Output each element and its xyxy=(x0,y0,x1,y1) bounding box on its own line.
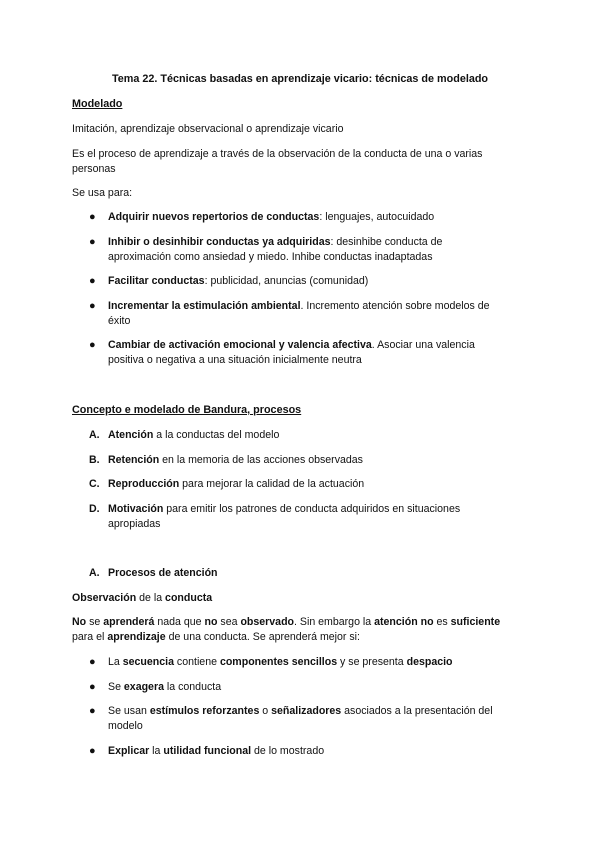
list-letter: A. xyxy=(89,429,100,441)
paragraph-attention-line1: No se aprenderá nada que no sea observado. Sin embargo la atención no es suficiente xyxy=(72,616,501,628)
list-item: Retención en la memoria de las acciones observadas xyxy=(108,454,363,466)
bullet-icon: ● xyxy=(89,705,96,717)
list-item: Motivación para emitir los patrones de conducta adquiridos en situaciones xyxy=(108,503,461,515)
section-heading-modelado: Modelado xyxy=(72,98,123,110)
bullet-icon: ● xyxy=(89,211,96,223)
list-item: Incrementar la estimulación ambiental. Incremento atención sobre modelos de xyxy=(108,300,490,312)
list-item-continuation: aproximación como ansiedad y miedo. Inhibe conductas inadaptadas xyxy=(108,251,433,263)
list-item: Se usan estímulos reforzantes o señalizadores asociados a la presentación del xyxy=(108,705,493,717)
bullet-icon: ● xyxy=(89,656,96,668)
bullet-icon: ● xyxy=(89,745,96,757)
list-item-continuation: modelo xyxy=(108,720,143,732)
paragraph-attention-line2: para el aprendizaje de una conducta. Se aprenderá mejor si: xyxy=(72,631,360,643)
document-title: Tema 22. Técnicas basadas en aprendizaje vicario: técnicas de modelado xyxy=(111,73,489,85)
list-item-continuation: éxito xyxy=(108,315,131,327)
list-item-continuation: positiva o negativa a una situación inicialmente neutra xyxy=(108,354,362,366)
list-letter: C. xyxy=(89,478,100,490)
list-item: Inhibir o desinhibir conductas ya adquiridas: desinhibe conducta de xyxy=(108,236,443,248)
bullet-icon: ● xyxy=(89,275,96,287)
list-item: Adquirir nuevos repertorios de conductas: lenguajes, autocuidado xyxy=(108,211,435,223)
list-item: Explicar la utilidad funcional de lo mostrado xyxy=(108,745,325,757)
list-letter: B. xyxy=(89,454,100,466)
list-item: La secuencia contiene componentes sencillos y se presenta despacio xyxy=(108,656,453,668)
section-heading-attention: Procesos de atención xyxy=(108,567,218,579)
subheading-observation: Observación de la conducta xyxy=(72,592,213,604)
paragraph-definition: Imitación, aprendizaje observacional o aprendizaje vicario xyxy=(72,123,344,135)
list-item-continuation: apropiadas xyxy=(108,518,161,530)
list-item: Atención a la conductas del modelo xyxy=(108,429,280,441)
list-item: Se exagera la conducta xyxy=(108,681,222,693)
bullet-icon: ● xyxy=(89,681,96,693)
paragraph-process-line1: Es el proceso de aprendizaje a través de la observación de la conducta de una o varias xyxy=(72,148,483,160)
paragraph-uses: Se usa para: xyxy=(72,187,133,199)
list-letter: A. xyxy=(89,567,100,579)
section-heading-bandura: Concepto e modelado de Bandura, procesos xyxy=(72,404,302,416)
list-item: Cambiar de activación emocional y valencia afectiva. Asociar una valencia xyxy=(108,339,475,351)
bullet-icon: ● xyxy=(89,339,96,351)
list-item: Reproducción para mejorar la calidad de la actuación xyxy=(108,478,365,490)
paragraph-process-line2: personas xyxy=(72,163,116,175)
bullet-icon: ● xyxy=(89,300,96,312)
list-item: Facilitar conductas: publicidad, anuncias (comunidad) xyxy=(108,275,369,287)
list-letter: D. xyxy=(89,503,100,515)
bullet-icon: ● xyxy=(89,236,96,248)
